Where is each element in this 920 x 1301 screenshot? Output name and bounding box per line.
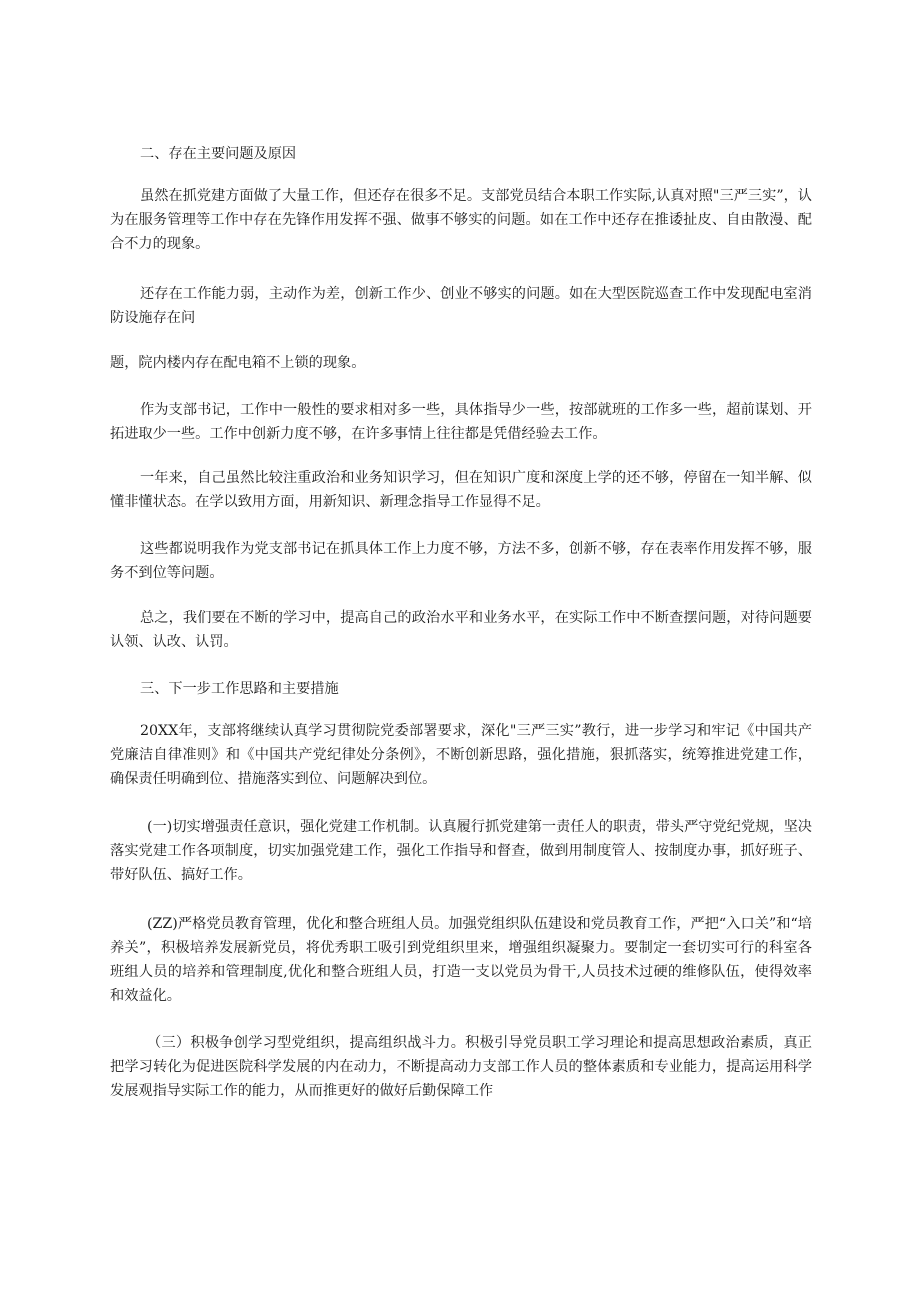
paragraph: (ZZ)严格党员教育管理，优化和整合班组人员。加强党组织队伍建设和党员教育工作，严把“入口关”和“培养关”，积极培养发展新党员，将优秀职工吸引到党组织里来，增强组织凝聚力。要制定一套切实可行的科室各班组人员的培养和管理制度,优化和整合班组人员，打造一支以党员为骨干,人员技术过硬的维修队伍，使得效率和效益化。 — [110, 916, 812, 1004]
paragraph: 作为支部书记，工作中一般性的要求相对多一些，具体指导少一些，按部就班的工作多一些，超前谋划、开拓进取少一些。工作中创新力度不够，在许多事情上往往都是凭借经验去工作。 — [110, 402, 812, 442]
paragraph: 20XX年，支部将继续认真学习贯彻院党委部署要求，深化"三严三实”教行，进一步学习和牢记《中国共产党廉洁自律准则》和《中国共产党纪律处分条例》，不断创新思路，强化措施，狠抓落实，统筹推进党建工作，确保责任明确到位、措施落实到位、问题解决到位。 — [110, 723, 812, 787]
section-heading-next-steps: 三、下一步工作思路和主要措施 — [140, 681, 339, 697]
paragraph: （三）积极争创学习型党组织，提高组织战斗力。积极引导党员职工学习理论和提高思想政治素质，真正把学习转化为促进医院科学发展的内在动力，不断提高动力支部工作人员的整体素质和专业能力，提高运用科学发展观指导实际工作的能力，从而推更好的做好后勤保障工作 — [110, 1035, 812, 1099]
paragraph: 还存在工作能力弱，主动作为差，创新工作少、创业不够实的问题。如在大型医院巡查工作中发现配电室消防设施存在问 — [110, 286, 812, 326]
paragraph: 这些都说明我作为党支部书记在抓具体工作上力度不够，方法不多，创新不够，存在表率作用发挥不够，服务不到位等问题。 — [110, 541, 812, 581]
paragraph: 总之，我们要在不断的学习中，提高自己的政治水平和业务水平，在实际工作中不断查摆问题，对待问题要认领、认改、认罚。 — [110, 610, 812, 650]
section-heading-problems: 二、存在主要问题及原因 — [140, 146, 297, 162]
paragraph: (一)切实增强责任意识，强化党建工作机制。认真履行抓党建第一责任人的职责，带头严守党纪党规，坚决落实党建工作各项制度，切实加强党建工作，强化工作指导和督查，做到用制度管人、按制度办事，抓好班子、带好队伍、搞好工作。 — [110, 819, 812, 883]
paragraph: 题，院内楼内存在配电箱不上锁的现象。 — [110, 355, 366, 371]
paragraph: 虽然在抓党建方面做了大量工作，但还存在很多不足。支部党员结合本职工作实际,认真对照"三严三实”，认为在服务管理等工作中存在先锋作用发挥不强、做事不够实的问题。如在工作中还存在推诿扯皮、自由散漫、配合不力的现象。 — [110, 188, 812, 252]
paragraph: 一年来，自己虽然比较注重政治和业务知识学习，但在知识广度和深度上学的还不够，停留在一知半解、似懂非懂状态。在学以致用方面，用新知识、新理念指导工作显得不足。 — [110, 470, 812, 510]
